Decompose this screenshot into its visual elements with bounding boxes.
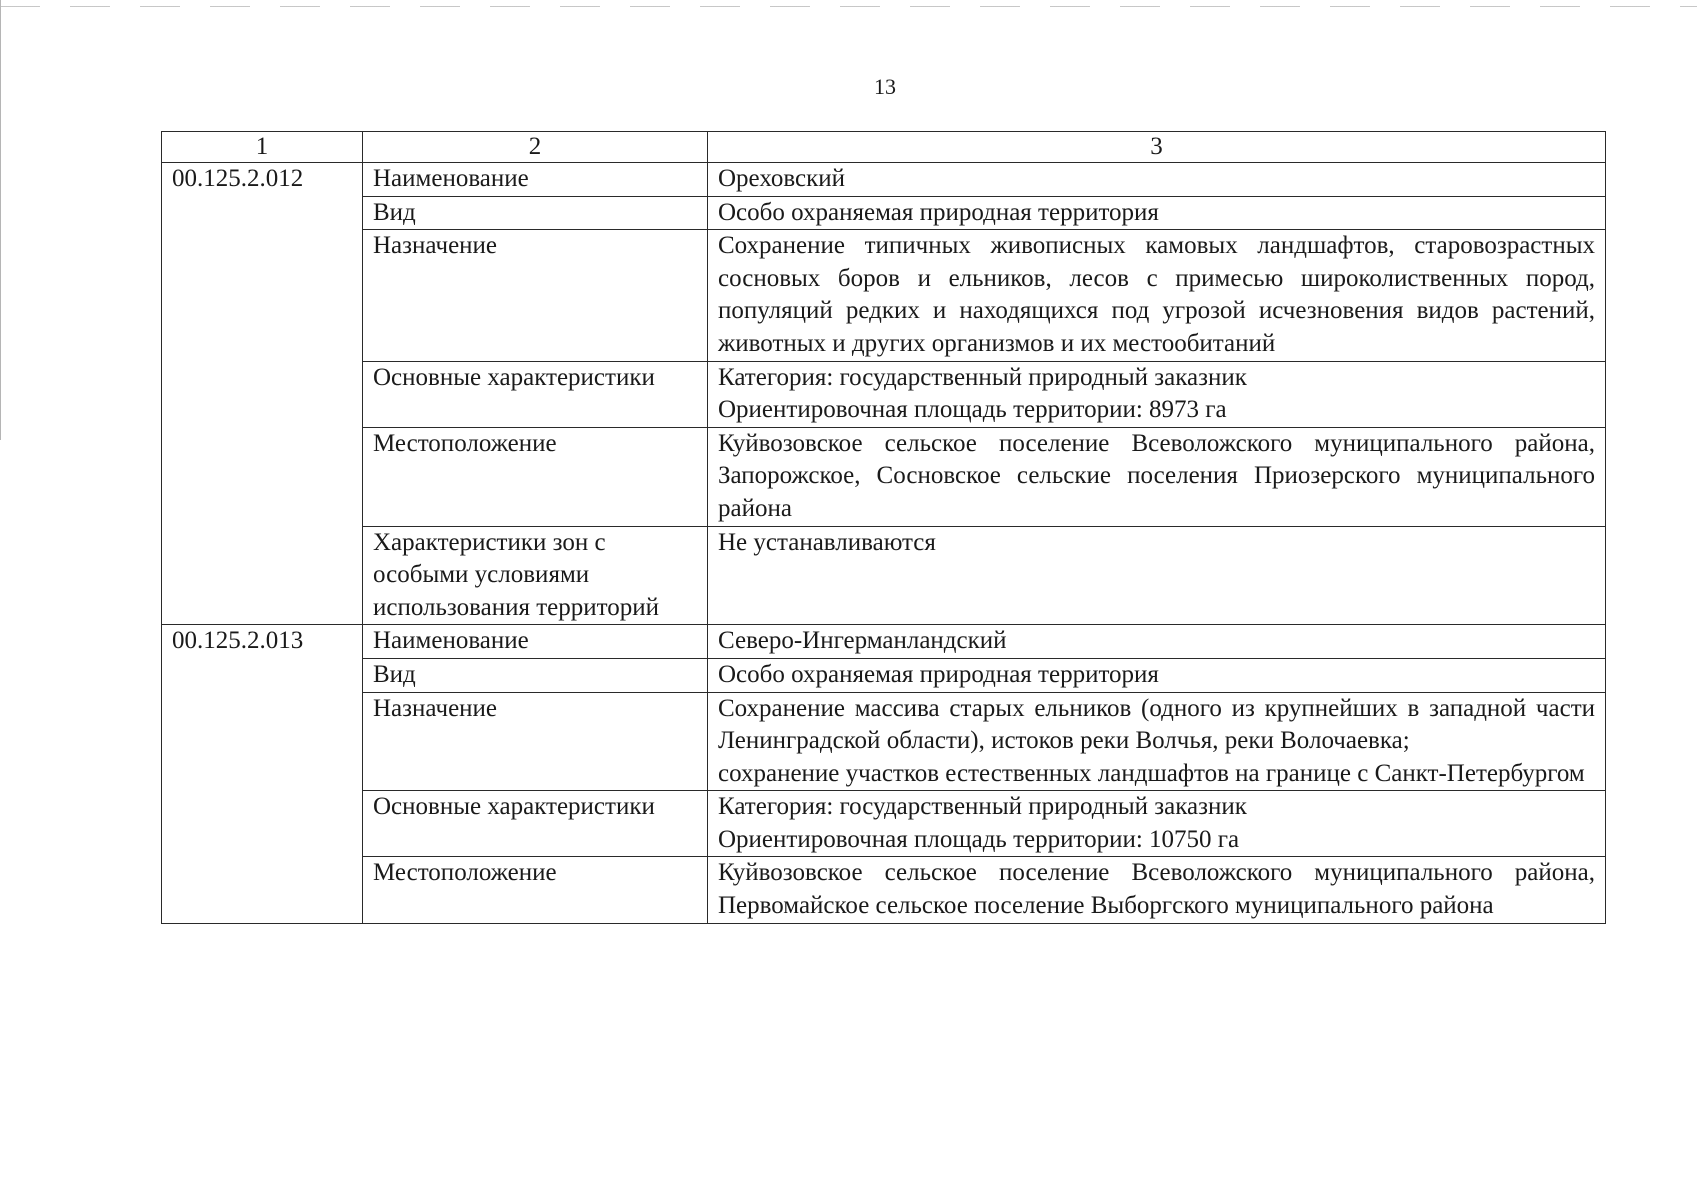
table-row	[162, 230, 1606, 361]
row-label: Вид	[363, 658, 708, 692]
table-row	[162, 857, 1606, 923]
row-label: Вид	[363, 196, 708, 230]
row-value	[708, 526, 1606, 625]
row-value	[708, 625, 1606, 659]
row-label: Основные характеристики	[363, 791, 708, 857]
row-label: Основные характеристики	[363, 361, 708, 427]
scan-edge-left	[0, 0, 1, 440]
row-label: Назначение	[363, 230, 708, 361]
value-paragraph: Не устанавливаются	[718, 528, 936, 556]
row-value	[708, 692, 1606, 791]
scan-edge-top	[0, 6, 1697, 7]
table-header	[162, 132, 1606, 163]
data-table	[161, 131, 1606, 924]
row-label: Местоположение	[363, 427, 708, 526]
row-label: Назначение	[363, 692, 708, 791]
record-code: 00.125.2.013	[162, 625, 363, 923]
column-header-2: 2	[363, 132, 708, 163]
page-number: 13	[874, 74, 896, 99]
row-value	[708, 857, 1606, 923]
row-value	[708, 230, 1606, 361]
row-value	[708, 658, 1606, 692]
table-row	[162, 625, 1606, 659]
value-paragraph: сохранение участков естественных ландшафтов на границе с Санкт-Петербургом	[718, 759, 1585, 787]
table-row	[162, 526, 1606, 625]
table-row	[162, 163, 1606, 197]
value-paragraph: Категория: государственный природный заказник	[718, 363, 1247, 391]
value-paragraph: Северо-Ингерманландский	[718, 627, 1007, 655]
record-code: 00.125.2.012	[162, 163, 363, 625]
row-label: Местоположение	[363, 857, 708, 923]
table-row	[162, 427, 1606, 526]
column-header-1: 1	[162, 132, 363, 163]
value-paragraph: Ориентировочная площадь территории: 10750 га	[718, 825, 1240, 853]
value-paragraph: Куйвозовское сельское поселение Всеволожского муниципального района, Запорожское, Сосновское сельские поселения Приозерского муниципального района	[718, 429, 1595, 522]
table-row	[162, 658, 1606, 692]
table-body	[162, 163, 1606, 924]
value-paragraph: Особо охраняемая природная территория	[718, 198, 1159, 226]
value-paragraph: Ориентировочная площадь территории: 8973 га	[718, 396, 1227, 424]
row-value	[708, 427, 1606, 526]
value-paragraph: Куйвозовское сельское поселение Всеволожского муниципального района, Первомайское сельское поселение Выборгского муниципального района	[718, 859, 1595, 920]
value-paragraph: Сохранение массива старых ельников (одного из крупнейших в западной части Ленинградской области), истоков реки Волчья, реки Волочаевка;	[718, 694, 1595, 755]
row-value	[708, 163, 1606, 197]
column-header-3: 3	[708, 132, 1606, 163]
row-label: Наименование	[363, 625, 708, 659]
value-paragraph: Особо охраняемая природная территория	[718, 660, 1159, 688]
row-value	[708, 791, 1606, 857]
row-value	[708, 196, 1606, 230]
table-row	[162, 791, 1606, 857]
row-label: Характеристики зон с особыми условиями использования территорий	[363, 526, 708, 625]
row-value	[708, 361, 1606, 427]
table-row	[162, 361, 1606, 427]
table-row	[162, 196, 1606, 230]
value-paragraph: Категория: государственный природный заказник	[718, 793, 1247, 821]
table-header-row	[162, 132, 1606, 163]
row-label: Наименование	[363, 163, 708, 197]
value-paragraph: Ореховский	[718, 165, 846, 192]
value-paragraph: Сохранение типичных живописных камовых ландшафтов, старовозрастных сосновых боров и ельников, лесов с примесью широколиственных пород, популяций редких и находящихся под угрозой исчезновения видов растений, животных и других организмов и их местообитаний	[718, 232, 1595, 357]
table-row	[162, 692, 1606, 791]
